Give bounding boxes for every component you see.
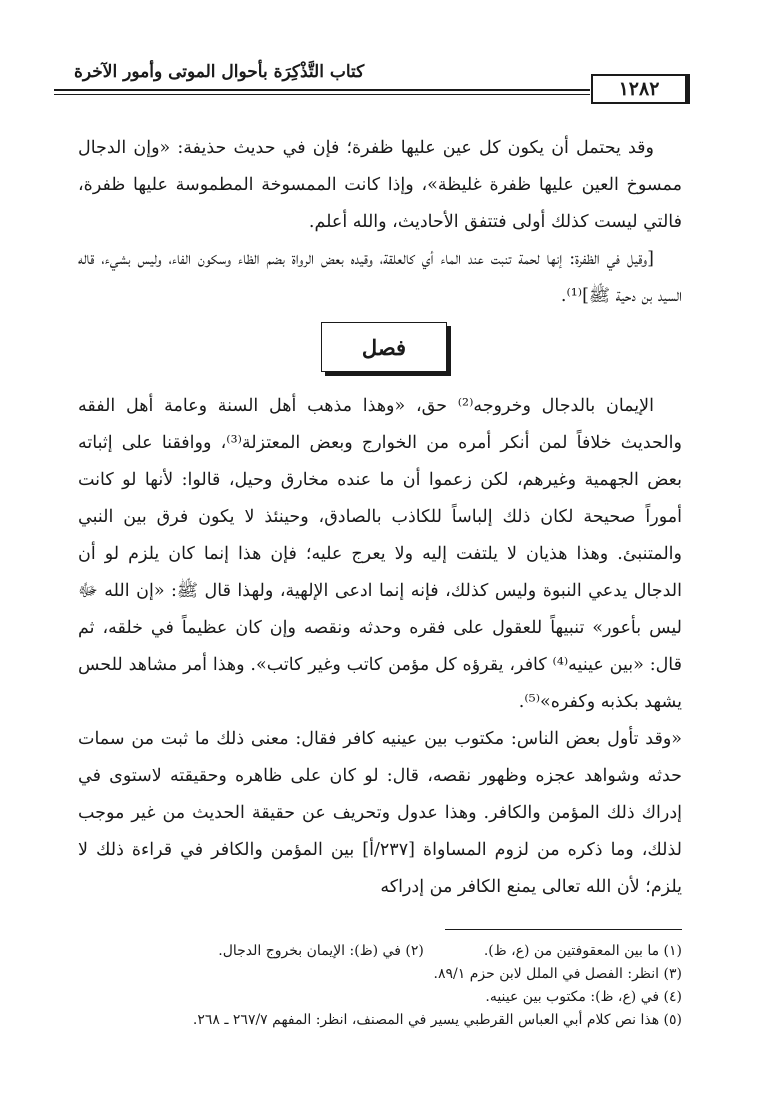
book-title: كتاب التَّذْكِرَة بأحوال الموتى وأمور الآخرة (74, 62, 365, 82)
main-text-block (78, 388, 682, 906)
paragraph: الإيمان بالدجال وخروجه⁽²⁾ حق، «وهذا مذهب أهل السنة وعامة أهل الفقه والحديث خلافاً لمن أنكر أمره من الخوارج وبعض المعتزلة⁽³⁾، ووافقنا على إثباته بعض الجهمية وغيرهم، لكن زعموا أن ما عنده مخارق وحيل، قالوا: لأنها لو كانت أموراً صحيحة لكان ذلك إلباساً للكاذب بالصادق، وحينئذ لا يكون فرق بين النبي والمتنبئ. وهذا هذيان لا يلتفت إليه ولا يعرج عليه؛ فإن هذا إنما كان يلزم لو أن الدجال يدعي النبوة وليس كذلك، فإنه إنما ادعى الإلهية، ولهذا قال ﷺ: «إن الله ﷻ ليس بأعور» تنبيهاً للعقول على فقره وحدثه ونقصه وإن كان عظيماً في خلقه، ثم قال: «بين عينيه⁽⁴⁾ كافر، يقرؤه كل مؤمن كاتب وغير كاتب». وهذا أمر مشاهد للحس يشهد بكذبه وكفره»⁽⁵⁾. (78, 396, 683, 712)
footnote: (٣) انظر: الفصل في الملل لابن حزم ٨٩/١. (433, 966, 682, 982)
page-number: ١٢٨٢ (591, 74, 690, 104)
footnote-row (78, 940, 682, 963)
header-rule (54, 89, 590, 91)
footnote: (٤) في (ع، ظ): مكتوب بين عينيه. (485, 989, 682, 1005)
footnote-separator (445, 929, 682, 930)
page-header (54, 60, 710, 100)
paragraph: [وقيل في الظفرة: إنها لحمة تنبت عند الماء أي كالعلقة، وقيده بعض الرواة بضم الظاء وسكون الفاء، وليس بشيء، قاله السيد بن دحية ﷺ]⁽¹⁾. (78, 249, 682, 306)
footnote: (٢) في (ظ): الإيمان بخروج الدجال. (218, 943, 424, 959)
footnote: (١) ما بين المعقوفتين من (ع، ظ). (483, 943, 682, 959)
paragraph: وقد يحتمل أن يكون كل عين عليها ظفرة؛ فإن في حديث حذيفة: «وإن الدجال ممسوخ العين عليها ظفرة غليظة»، وإذا كانت الممسوخة المطموسة عليها ظفرة، فالتي ليست كذلك أولى فتتفق الأحاديث، والله أعلم. (78, 138, 682, 232)
header-rule-thin (54, 94, 590, 95)
paragraph: «وقد تأول بعض الناس: مكتوب بين عينيه كافر فقال: معنى ذلك ما ثبت من سمات حدثه وشواهد عجزه وظهور نقصه، قال: لو كان على ظاهره وحقيقته لاستوى في إدراك ذلك المؤمن والكافر. وهذا عدول وتحريف عن حقيقة الحديث من غير موجب لذلك، وما ذكره من لزوم المساواة [٢٣٧/أ] بين المؤمن والكافر في قراءة ذلك لا يلزم؛ لأن الله تعالى يمنع الكافر من إدراكه (78, 729, 683, 897)
top-text-block (78, 130, 682, 315)
footnote: (٥) هذا نص كلام أبي العباس القرطبي يسير في المصنف، انظر: المفهم ٢٦٧/٧ ـ ٢٦٨. (192, 1012, 682, 1028)
section-heading: فصل (321, 322, 447, 372)
footnotes (78, 940, 682, 1032)
